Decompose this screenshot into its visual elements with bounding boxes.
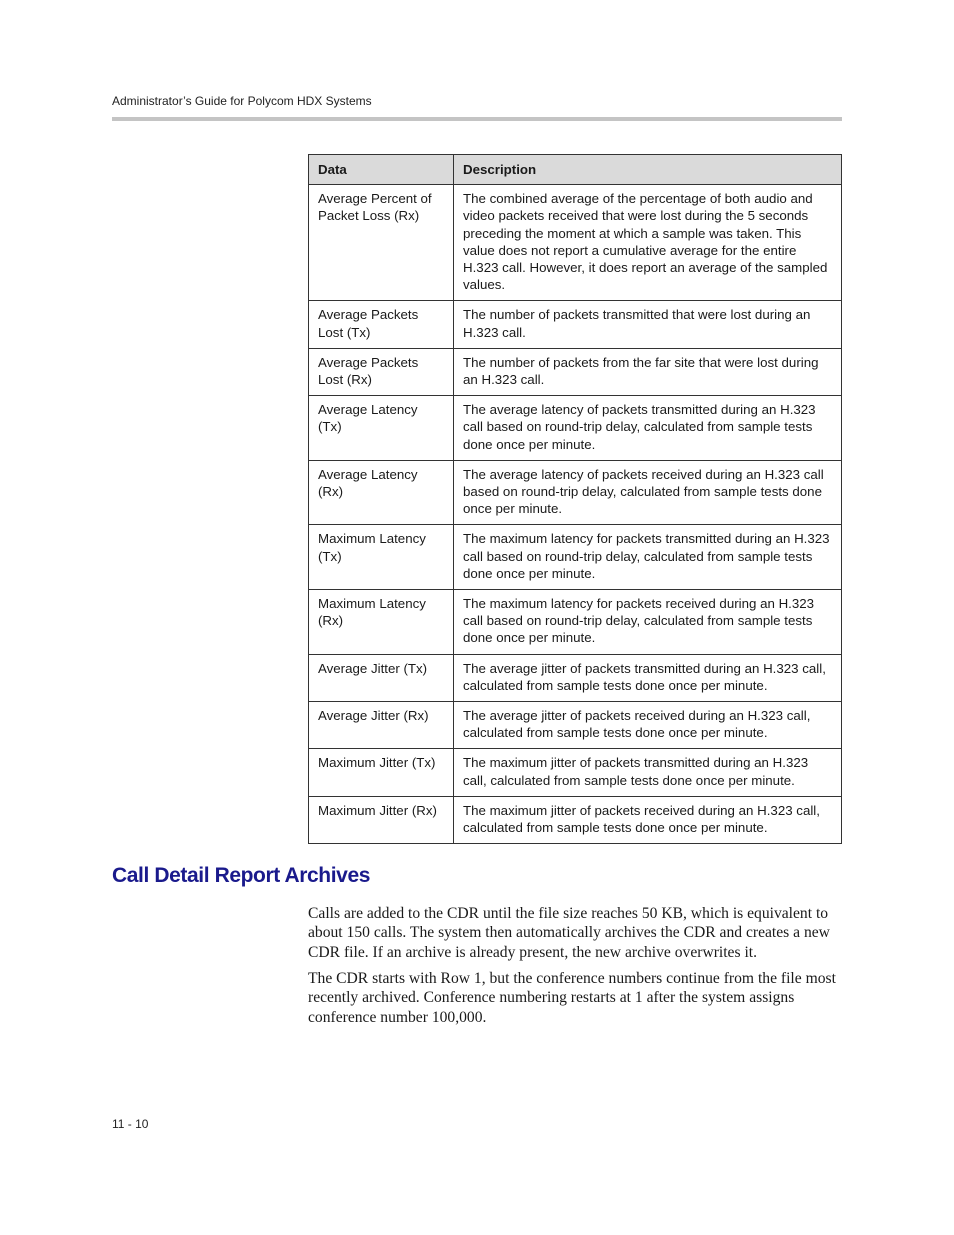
data-cell: Average Jitter (Rx) (309, 702, 454, 749)
table-row (309, 702, 842, 749)
data-cell: Average Jitter (Tx) (309, 654, 454, 701)
column-header-description: Description (454, 155, 842, 185)
description-cell: The combined average of the percentage of both audio and video packets received that were lost during the 5 seconds preceding the moment at which a sample was taken. This value does not report a cumulative average for the entire H.323 call. However, it does report an average of the sampled values. (454, 185, 842, 301)
description-cell: The maximum jitter of packets transmitted during an H.323 call, calculated from sample tests done once per minute. (454, 749, 842, 796)
table-row (309, 301, 842, 348)
description-cell: The number of packets from the far site that were lost during an H.323 call. (454, 348, 842, 395)
page-number: 11 - 10 (112, 1117, 149, 1131)
section-heading: Call Detail Report Archives (112, 864, 371, 887)
column-header-data: Data (309, 155, 454, 185)
table-row (309, 796, 842, 843)
table-row (309, 348, 842, 395)
header-divider (112, 117, 842, 121)
description-cell: The average latency of packets transmitted during an H.323 call based on round-trip delay, calculated from sample tests done once per minute. (454, 396, 842, 461)
table-header-row (309, 155, 842, 185)
description-cell: The maximum latency for packets transmitted during an H.323 call based on round-trip delay, calculated from sample tests done once per minute. (454, 525, 842, 590)
description-cell: The average jitter of packets received during an H.323 call, calculated from sample tests done once per minute. (454, 702, 842, 749)
running-header: Administrator’s Guide for Polycom HDX Systems (112, 94, 372, 108)
table-row (309, 460, 842, 525)
data-cell: Average Packets Lost (Tx) (309, 301, 454, 348)
data-cell: Average Latency (Rx) (309, 460, 454, 525)
description-cell: The maximum jitter of packets received during an H.323 call, calculated from sample tests done once per minute. (454, 796, 842, 843)
cdr-data-table (308, 154, 842, 844)
body-paragraph: Calls are added to the CDR until the file size reaches 50 KB, which is equivalent to about 150 calls. The system then automatically archives the CDR and creates a new CDR file. If an archive is already present, the new archive overwrites it. (308, 905, 830, 961)
table-row (309, 590, 842, 655)
data-cell: Maximum Jitter (Tx) (309, 749, 454, 796)
data-cell: Maximum Jitter (Rx) (309, 796, 454, 843)
body-paragraph: The CDR starts with Row 1, but the conference numbers continue from the file most recently archived. Conference numbering restarts at 1 after the system assigns conference number 100,000. (308, 970, 836, 1026)
data-cell: Maximum Latency (Tx) (309, 525, 454, 590)
data-cell: Average Packets Lost (Rx) (309, 348, 454, 395)
table-row (309, 749, 842, 796)
description-cell: The average jitter of packets transmitted during an H.323 call, calculated from sample tests done once per minute. (454, 654, 842, 701)
table-row (309, 654, 842, 701)
table-row (309, 525, 842, 590)
table-row (309, 396, 842, 461)
data-cell: Maximum Latency (Rx) (309, 590, 454, 655)
data-cell: Average Latency (Tx) (309, 396, 454, 461)
table-row (309, 185, 842, 301)
data-cell: Average Percent of Packet Loss (Rx) (309, 185, 454, 301)
description-cell: The maximum latency for packets received during an H.323 call based on round-trip delay, calculated from sample tests done once per minute. (454, 590, 842, 655)
description-cell: The average latency of packets received during an H.323 call based on round-trip delay, calculated from sample tests done once per minute. (454, 460, 842, 525)
description-cell: The number of packets transmitted that were lost during an H.323 call. (454, 301, 842, 348)
